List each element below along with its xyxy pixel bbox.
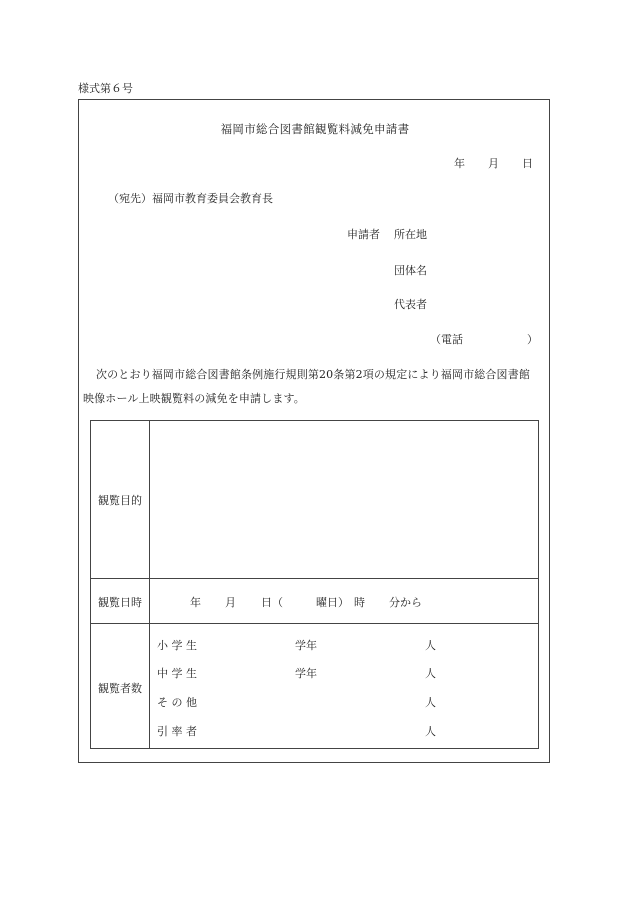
visitor-category-elementary: 小 学 生 [157, 639, 197, 652]
datetime-day: 日（ [261, 596, 283, 609]
datetime-year: 年 [190, 596, 201, 609]
visitor-category-chaperone: 引 率 者 [157, 725, 197, 738]
visitor-unit-chaperone: 人 [425, 725, 436, 738]
visitor-unit-elementary: 人 [425, 639, 436, 652]
date-year: 年 [454, 157, 465, 170]
visitor-unit-other: 人 [425, 696, 436, 709]
address-label: 所在地 [394, 228, 427, 241]
row-divider-1 [91, 578, 538, 579]
datetime-month: 月 [225, 596, 236, 609]
visitor-grade-junior-high: 学年 [295, 667, 317, 680]
datetime-minute: 分から [389, 596, 422, 609]
row-divider-2 [91, 623, 538, 624]
intro-line-1: 次のとおり福岡市総合図書館条例施行規則第20条第2項の規定により福岡市総合図書館 [96, 368, 530, 381]
form-number: 様式第６号 [78, 82, 133, 95]
phone-close: ） [527, 333, 538, 346]
visitor-category-other: そ の 他 [157, 696, 197, 709]
datetime-hour: 時 [354, 596, 365, 609]
datetime-label: 観覧日時 [98, 596, 142, 609]
visitor-unit-junior-high: 人 [425, 667, 436, 680]
phone-open: （電話 [430, 333, 463, 346]
visitor-grade-elementary: 学年 [295, 639, 317, 652]
datetime-weekday: 曜日） [316, 596, 349, 609]
date-month: 月 [488, 157, 499, 170]
purpose-label: 観覧目的 [98, 494, 142, 507]
details-table [90, 420, 539, 749]
visitor-category-junior-high: 中 学 生 [157, 667, 197, 680]
representative-label: 代表者 [394, 298, 427, 311]
intro-line-2: 映像ホール上映観覧料の減免を申請します。 [83, 392, 305, 405]
date-day: 日 [522, 157, 533, 170]
applicant-heading: 申請者 [347, 228, 380, 241]
addressee: （宛先）福岡市教育委員会教育長 [108, 192, 273, 205]
label-column-divider [149, 421, 150, 748]
visitors-label: 観覧者数 [98, 682, 142, 695]
organization-label: 団体名 [394, 264, 427, 277]
purpose-field[interactable] [151, 423, 537, 575]
form-title: 福岡市総合図書館観覧料減免申請書 [220, 122, 410, 136]
